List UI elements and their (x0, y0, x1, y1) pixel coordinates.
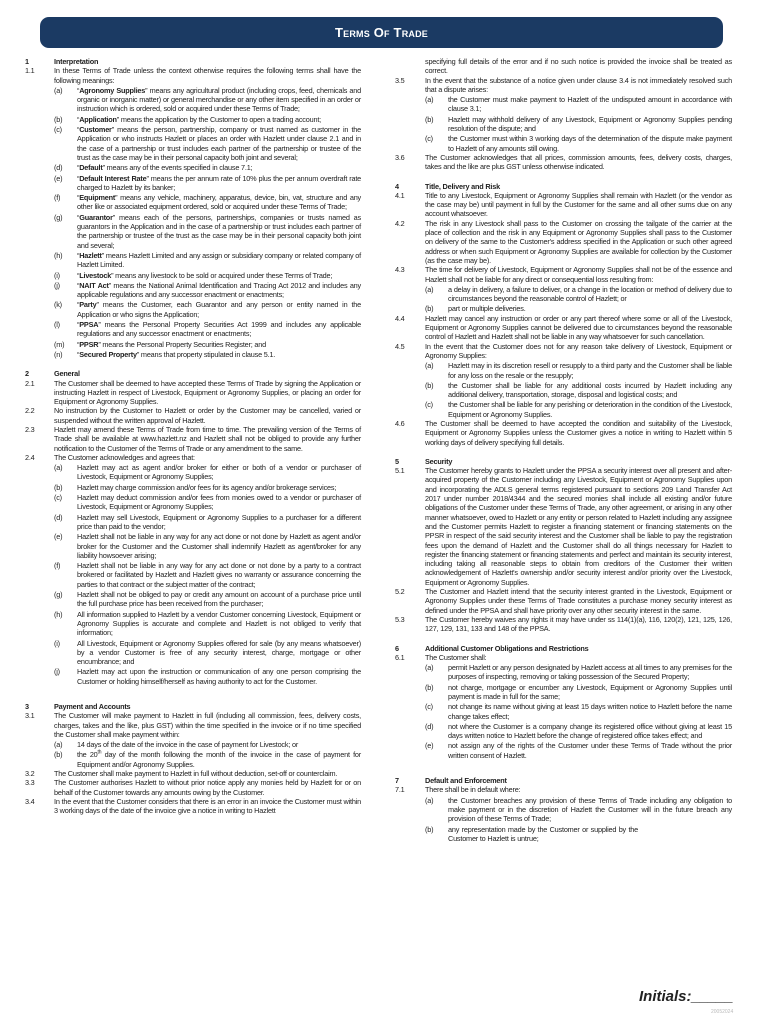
item-body: Hazlett may withhold delivery of any Livestock, Equipment or Agronomy Supplies pending resolution of the dispute; and (448, 114, 732, 134)
item-label: (a) (425, 284, 434, 294)
list-item (425, 285, 732, 304)
clause-continuation: specifying full details of the error and if no such notice is provided the invoice shall be treated as correct. (425, 57, 732, 76)
item-body: Hazlett may deduct commission and/or fees from monies owed to a vendor or purchaser of Livestock, Equipment or Agronomy Supplies; (77, 493, 361, 512)
item-text: “Livestock” means any livestock to be sold or acquired under these Terms of Trade; (77, 270, 333, 280)
section-number: 5 (395, 456, 399, 466)
item-body: the Customer shall be liable for any perishing or deterioration in the condition of the Livestock, Equipment or Agronomy Supplies. (448, 400, 732, 419)
item-text (448, 825, 638, 844)
clause-text: The Customer acknowledges that all prices, commission amounts, fees, delivery costs, charges, takes and the like are plus GST unless otherwise indicated. (425, 152, 732, 172)
defined-term: Party (79, 300, 97, 310)
clause-text: The Customer authorises Hazlett to without prior notice apply any monies held by Hazlett for or on behalf of the Customer towards any amounts owing by the Customer. (54, 778, 361, 797)
clause-text: The Customer hereby waives any rights it may have under ss 114(1)(a), 116, 120(2), 121, 125, 126, 127, 129, 131, 133 and 148 of the PPSA. (425, 614, 732, 634)
section-title: Additional Customer Obligations and Restrictions (425, 643, 589, 653)
defined-term: Default (79, 163, 103, 173)
clause-number: 2.4 (25, 452, 35, 462)
item-label: (j) (54, 280, 60, 290)
section-number: 2 (25, 369, 29, 379)
item-text (448, 663, 732, 682)
clause (395, 785, 732, 794)
clause-text: The Customer and Hazlett intend that the security interest granted in the Livestock, Equipment or Agronomy Supplies under these Terms of Trade constitutes a purchase money security interest as defined under the PPSA and shall have priority over any other security interest in the same. (425, 587, 732, 615)
item-body: means any agricultural product (including crops, feed, chemicals and organic or inorganic matter) or general merchandise or any other item specified in an order or instruction which is ordered, sold or acquired under these Terms of Trade; (77, 85, 361, 114)
list-item (54, 174, 361, 193)
section-title: Interpretation (54, 57, 99, 66)
item-label: (e) (54, 532, 63, 542)
list-item (54, 463, 361, 482)
list-item (54, 493, 361, 512)
item-text: “Application” means the application by the Customer to open a trading account; (77, 114, 321, 124)
item-body: All information supplied to Hazlett by a vendor Customer concerning Livestock, Equipment or Agronomy Supplies is accurate and complete and Hazlett is not obliged to verify that information; (77, 609, 361, 638)
defined-term: NAIT Act (79, 280, 109, 290)
clause (25, 711, 361, 739)
clause (395, 419, 732, 447)
item-label: (a) (54, 85, 63, 95)
section-title: Title, Delivery and Risk (425, 181, 500, 191)
item-text (77, 610, 361, 638)
section-heading (25, 702, 361, 711)
clause-number: 3.6 (395, 152, 405, 162)
list-item (54, 320, 361, 339)
clause-text: There shall be in default where: (425, 785, 521, 795)
initials-field: Initials:_____ (639, 988, 734, 1005)
right-column (395, 57, 732, 843)
item-label: (e) (425, 741, 434, 751)
section-heading (395, 182, 732, 191)
item-text (448, 683, 732, 702)
item-body: means the per annum rate of 10% plus the per annum overdraft rate charged to Hazlett by its banker; (77, 173, 362, 192)
item-label: (a) (54, 463, 63, 473)
item-label: (c) (425, 134, 433, 144)
clause-number: 1.1 (25, 66, 35, 76)
clause-text: The Customer acknowledges and agrees that: (54, 452, 195, 462)
item-text (77, 483, 361, 492)
item-body: permit Hazlett or any person designated by Hazlett access at all times to any premises for the purposes of inspecting, removing or taking possession of the Secured Property; (448, 663, 732, 682)
clause (25, 406, 361, 425)
list-item (54, 610, 361, 638)
section-number: 7 (395, 776, 399, 786)
item-body: All Livestock, Equipment or Agronomy Supplies offered for sale (by any means whatsoever) by a vendor Customer is free of any security interest, charge, mortgage or other encumbrance; and (77, 638, 361, 667)
item-label: (f) (54, 561, 61, 571)
item-text (77, 463, 361, 482)
item-body: means the Customer, each Guarantor and any person or entity named in the Application or who signs the Application; (77, 300, 361, 319)
section-title: Payment and Accounts (54, 702, 131, 711)
clause-number: 4.5 (395, 341, 405, 351)
clause-text: No instruction by the Customer to Hazlett or order by the Customer may be cancelled, varied or suspended without the written approval of Hazlett. (54, 406, 361, 425)
item-label: (c) (425, 702, 433, 712)
item-text: “Hazlett” means Hazlett Limited and any assign or subsidiary company or related company of Hazlett Limited. (77, 250, 361, 270)
item-label: (b) (54, 482, 63, 492)
clause (395, 76, 732, 95)
item-body: means the Personal Property Securities Register; and (100, 339, 266, 349)
list-item (425, 702, 732, 721)
section-number: 4 (395, 181, 399, 191)
item-label: (j) (54, 667, 60, 677)
clause-number: 4.6 (395, 418, 405, 428)
list-item (54, 115, 361, 124)
section-number: 1 (25, 57, 29, 66)
defined-term: Customer (79, 125, 112, 135)
list-item (54, 513, 361, 532)
item-body: means that property stipulated in clause 5.1. (139, 349, 276, 359)
clause-number: 2.2 (25, 406, 35, 416)
item-label: (i) (54, 270, 60, 280)
list-item (54, 639, 361, 667)
item-label: (a) (425, 663, 434, 673)
item-label: (g) (54, 590, 63, 600)
item-text-prefix: the 20 (77, 750, 98, 760)
defined-term: Hazlett (79, 250, 102, 260)
item-text (448, 285, 732, 304)
item-text (448, 361, 732, 380)
item-text: “NAIT Act” means the National Animal Identification and Tracing Act 2012 and includes any applicable regulations and any successor enactment or enactments; (77, 280, 361, 300)
list-item (425, 663, 732, 682)
section-title: Default and Enforcement (425, 776, 507, 786)
item-label: (b) (54, 750, 63, 760)
item-text (448, 134, 732, 153)
clause (25, 769, 361, 778)
item-label: (a) (425, 95, 434, 105)
item-body: Hazlett shall not be obliged to pay or credit any amount on account of a purchase price until the full purchase price has been received from the purchaser; (77, 590, 361, 609)
item-label: (e) (54, 173, 63, 183)
item-body: means the application by the Customer to open a trading account; (119, 114, 321, 124)
item-text (77, 740, 361, 749)
item-body: not change its name without giving at least 15 days written notice to Hazlett before the name change takes effect; (448, 702, 732, 721)
list-item (54, 340, 361, 349)
clause (395, 653, 732, 662)
item-body: not where the Customer is a company change its registered office without giving at least 15 days written notice to Hazlett before the change of registered office takes effect; and (448, 721, 732, 741)
page-header-banner (40, 17, 723, 48)
item-text: “Default” means any of the events specified in clause 7.1; (77, 163, 253, 173)
defined-term: Application (79, 114, 117, 124)
section-title: Security (425, 456, 453, 466)
item-body: means the person, partnership, company or trust named as customer in the Application or who instructs Hazlett or places an order with Hazlett under clause 2.1 and in the case of a partnership or trust includes each partner of the partnership or trustee of the trust as the case may be in their personal capacity both joint and several; (77, 125, 361, 162)
clause-text: The risk in any Livestock shall pass to the Customer on crossing the tailgate of the carrier at the place of collection and the risk in any Equipment or Agronomy Supplies shall pass to the Customer on delivery of the same to the Customer's address specified in the Application or such other agreed address or when such Equipment or Agronomy Supplies are available for collection by the Customer (as the case may be). (425, 218, 732, 265)
clause (25, 379, 361, 407)
clause-number: 5.1 (395, 466, 405, 476)
item-body: any representation made by the Customer or supplied by the Customer to Hazlett is untrue; (448, 824, 638, 843)
clause-number: 3.2 (25, 769, 35, 779)
list-item (54, 271, 361, 280)
defined-term: Equipment (79, 193, 116, 203)
clause-text: Hazlett may amend these Terms of Trade from time to time. The prevailing version of the Terms of Trade shall be available at www.hazlett.nz and Hazlett shall not be obliged to provide any further notification to the Customer of the Terms of Trade or any amendment to the same. (54, 424, 361, 453)
list-item (54, 532, 361, 560)
item-text: “Default Interest Rate” means the per annum rate of 10% plus the per annum overdraft rate charged to Hazlett by its banker; (77, 173, 362, 192)
document-version-code: 20052024 (711, 1009, 734, 1015)
clause-text: In the event that the Customer considers that there is an error in an invoice the Customer must within 3 working days of the date of the invoice give a notice in writing to Hazlett (54, 796, 361, 816)
clause (395, 587, 732, 615)
clause (395, 314, 732, 342)
clause-text: The Customer shall be deemed to have accepted the condition and suitability of the Livestock, Equipment or Agronomy Supplies unless the Customer gives a notice in writing to Hazlett within 5 working days of delivery specifying full details. (425, 418, 732, 447)
clause-text: In these Terms of Trade unless the context otherwise requires the following terms shall have the following meanings: (54, 66, 361, 85)
item-body: the Customer shall be liable for any additional costs incurred by Hazlett including any additional delivery, transportation, storage, disposal and logistical costs; and (448, 380, 732, 400)
section-heading (395, 644, 732, 653)
list-item (425, 134, 732, 153)
item-label: (h) (54, 609, 63, 619)
clause-text: The Customer shall make payment to Hazlett in full without deduction, set-off or counterclaim. (54, 769, 338, 779)
item-body: Hazlett may in its discretion resell or resupply to a third party and the Customer shall be liable for any loss on the resale or the resupply; (448, 361, 732, 380)
clause-number: 7.1 (395, 785, 405, 795)
clause (395, 615, 732, 634)
list-item (425, 381, 732, 400)
clause (395, 342, 732, 361)
item-body: 14 days of the date of the invoice in the case of payment for Livestock; or (77, 740, 299, 750)
clause (395, 153, 732, 172)
item-label: (m) (54, 339, 65, 349)
item-label: (d) (54, 512, 63, 522)
section-title: General (54, 369, 80, 379)
item-text: “Agronomy Supplies” means any agricultural product (including crops, feed, chemicals and organic or inorganic matter) or general merchandise or any other item specified in an order or instruction which is ordered, sold or acquired under these Terms of Trade; (77, 85, 361, 114)
item-body: means Hazlett Limited and any assign or subsidiary company or related company of Hazlett Limited. (77, 250, 361, 270)
section-heading (25, 57, 361, 66)
list-item (54, 561, 361, 589)
item-body: Hazlett may act upon the instruction or communication of any one person comprising the Customer or holding himself/herself as having authority to act for the Customer. (77, 667, 361, 686)
clause-text: In the event that the substance of a notice given under clause 3.4 is not immediately resolved such that a dispute arises: (425, 75, 732, 94)
item-label: (a) (425, 795, 434, 805)
list-item (425, 683, 732, 702)
clause (25, 425, 361, 453)
item-label: (b) (425, 114, 434, 124)
item-text: “Customer” means the person, partnership, company or trust named as customer in the Application or who instructs Hazlett or places an order with Hazlett under clause 2.1 and in the case of a partnership or trust includes each partner of the partnership or trustee of the trust as the case may be in their personal capacity both joint and several; (77, 125, 361, 162)
ordinal-suffix: th (97, 750, 102, 757)
item-text (77, 750, 361, 769)
item-body: Hazlett shall not be liable in any way for any act done or not done by Hazlett as agent and/or broker for the Customer and the Customer shall indemnify Hazlett as agent/broker for any liability howsoever arising; (77, 532, 361, 560)
clause (25, 797, 361, 816)
item-text (77, 667, 361, 686)
clause-text: Hazlett may cancel any instruction or order or any part thereof where some or all of the Livestock, Equipment or Agronomy Supplies cannot be delivered due to circumstances beyond the reasonable control of Hazlett and Hazlett shall not be liable in any way whatsoever for such cancellation. (425, 313, 732, 342)
clause (395, 466, 732, 587)
item-body: part or multiple deliveries. (448, 304, 526, 314)
item-label: (c) (54, 493, 62, 503)
clause-number: 3.5 (395, 75, 405, 85)
list-item (54, 350, 361, 359)
item-body: Hazlett may sell Livestock, Equipment or Agronomy Supplies to a purchaser for a different price than paid to the vendor; (77, 512, 361, 531)
defined-term: Default Interest Rate (79, 173, 147, 183)
defined-term: PPSA (79, 320, 99, 330)
section-number: 6 (395, 643, 399, 653)
item-body: means the Personal Property Securities Act 1999 and includes any applicable regulations and any successor enactment or enactments; (77, 320, 361, 339)
item-label: (b) (54, 114, 63, 124)
list-item (54, 483, 361, 492)
list-item (425, 825, 732, 844)
item-body: Hazlett shall not be liable in any way for any act done or not done by a party to a contract brokered or facilitated by Hazlett and Hazlett gives no warranty or assurance concerning the parties to that contract or the subject matter of the contract; (77, 561, 361, 589)
list-item (54, 300, 361, 319)
item-text (77, 639, 361, 667)
defined-term: PPSR (79, 339, 99, 349)
item-text (448, 115, 732, 134)
item-text (77, 590, 361, 609)
clause-number: 2.1 (25, 378, 35, 388)
list-item (54, 125, 361, 162)
item-body: a delay in delivery, a failure to deliver, or a change in the location or method of delivery due to circumstances beyond the reasonable control of Hazlett; or (448, 284, 732, 304)
list-item (425, 95, 732, 114)
item-label: (a) (425, 361, 434, 371)
item-label: (d) (54, 163, 63, 173)
item-body: means the National Animal Identification and Tracing Act 2012 and includes any applicable regulations and any successor enactment or enactments; (77, 280, 361, 300)
item-label: (c) (425, 400, 433, 410)
item-text (448, 95, 732, 114)
clause (395, 265, 732, 284)
item-label: (d) (425, 721, 434, 731)
clause-text: The Customer will make payment to Hazlett in full (including all commission, fees, delivery costs, charges, takes and the like, plus GST) within the time specified in the invoice or if no time specified the Customer shall make payment within: (54, 711, 361, 739)
item-body: Hazlett may charge commission and/or fees for its agency and/or brokerage services; (77, 482, 337, 492)
list-item (425, 400, 732, 419)
defined-term: Agronomy Supplies (79, 85, 146, 95)
item-label: (f) (54, 193, 61, 203)
item-label: (b) (425, 824, 434, 834)
item-body: means any vehicle, machinery, apparatus, device, bin, vat, structure and any other like or associated equipment ordered, sold or acquired under these Terms of Trade; (77, 193, 361, 212)
clause-number: 6.1 (395, 652, 405, 662)
item-body: not assign any of the rights of the Customer under these Terms of Trade without the prior written consent of Hazlett. (448, 741, 732, 760)
item-label: (i) (54, 638, 60, 648)
clause (25, 66, 361, 85)
list-item (54, 740, 361, 749)
list-item (425, 796, 732, 824)
clause-number: 4.1 (395, 190, 405, 200)
list-item (54, 251, 361, 270)
defined-term: Livestock (79, 270, 112, 280)
item-label: (k) (54, 300, 62, 310)
item-text: “PPSA” means the Personal Property Securities Act 1999 and includes any applicable regulations and any successor enactment or enactments; (77, 320, 361, 339)
section-heading (395, 776, 732, 785)
clause-number: 3.3 (25, 778, 35, 788)
item-body: the Customer must within 3 working days of the determination of the dispute make payment to Hazlett of any amounts still owing. (448, 134, 732, 153)
clause-number: 3.4 (25, 796, 35, 806)
clause-text: In the event that the Customer does not for any reason take delivery of Livestock, Equipment or Agronomy Supplies: (425, 341, 732, 360)
list-item (54, 86, 361, 114)
clause-text: The Customer hereby grants to Hazlett under the PPSA a security interest over all present and after-acquired property of the Customer including any Livestock, Equipment or Agronomy Supplies upon and incorporating the ADLS general terms registered pursuant to sections 209 Land Transfer Act 2017 under number 2018/4344 and the secured monies shall include all existing and/or future obligations of the Customer under these Terms of Trade, any other agreement, or arising in any other manner whatsoever, owed to Hazlett or any entity or person related to Hazlett including any assignee and the Customer permits Hazlett to register a financing statement or financing statements on the PPSR in respect of the said security interest and the Customer shall be liable to pay the registration fees upon the demand of Hazlett and the Customer shall do all things necessary for Hazlett to register the financing statement or financing statements and perfect and maintain its security interest, including taking all reasonable steps to obtain from creditors of the Customer their written acknowledgement of Hazlett's ownership and/or security interest and/or priority over the Livestock, Equipment or Agronomy Supplies. (425, 466, 732, 587)
list-item (425, 304, 732, 313)
item-body: means each of the persons, partnerships, companies or trusts named as guarantors in the Application and in the case of a partnership or trust includes each partner of the partnership or trustee of the trust as the case may be in their personal capacity both joint and several; (77, 212, 361, 250)
item-text (448, 722, 732, 741)
item-text (448, 400, 732, 419)
list-item (54, 163, 361, 172)
left-column (25, 57, 361, 816)
clause-number: 3.1 (25, 711, 35, 721)
clause-number: 4.3 (395, 265, 405, 275)
item-text (448, 796, 732, 824)
item-label: (a) (54, 740, 63, 750)
list-item (54, 590, 361, 609)
list-item (425, 741, 732, 760)
clause-number: 2.3 (25, 424, 35, 434)
item-text (77, 532, 361, 560)
clause-number: 5.3 (395, 614, 405, 624)
item-text: “PPSR” means the Personal Property Securities Register; and (77, 339, 266, 349)
clause (25, 453, 361, 462)
item-body: day of the month following the month of the invoice in the case of payment for Equipment and/or Agronomy Supplies. (77, 750, 361, 769)
list-item (54, 213, 361, 250)
item-text (77, 493, 361, 512)
list-item (54, 193, 361, 212)
item-label: (b) (425, 304, 434, 314)
clause-number: 4.2 (395, 218, 405, 228)
defined-term: Guarantor (79, 212, 113, 222)
clause-number: 5.2 (395, 587, 405, 597)
clause-text: The Customer shall be deemed to have accepted these Terms of Trade by signing the Application or instructing Hazlett in respect of Livestock, Equipment or Agronomy Supplies, or placing an order for Equipment or Agronomy Supplies. (54, 378, 361, 407)
item-text (448, 702, 732, 721)
list-item (425, 361, 732, 380)
defined-term: Secured Property (79, 349, 137, 359)
item-text (77, 561, 361, 589)
item-text: “Equipment” means any vehicle, machinery, apparatus, device, bin, vat, structure and any other like or associated equipment ordered, sold or acquired under these Terms of Trade; (77, 193, 361, 212)
clause (395, 219, 732, 265)
clause (25, 778, 361, 797)
list-item (54, 750, 361, 769)
item-body: the Customer breaches any provision of these Terms of Trade including any obligation to make payment or in the discretion of Hazlett the Customer will in the future breach any provision of these Terms of Trade; (448, 795, 732, 824)
item-text: “Secured Property” means that property stipulated in clause 5.1. (77, 349, 276, 359)
clause-text: The Customer shall: (425, 652, 487, 662)
item-body: means any livestock to be sold or acquired under these Terms of Trade; (113, 270, 333, 280)
item-label: (g) (54, 212, 63, 222)
clause (395, 191, 732, 219)
section-heading (25, 369, 361, 378)
item-text (448, 741, 732, 760)
section-heading (395, 457, 732, 466)
list-item (54, 667, 361, 686)
clause-text: The time for delivery of Livestock, Equipment or Agronomy Supplies shall not be of the essence and Hazlett shall not be liable for any direct or consequential loss resulting from: (425, 265, 732, 284)
item-label: (l) (54, 320, 60, 330)
page-title: Terms Of Trade (334, 25, 429, 40)
item-text (448, 381, 732, 400)
item-body: Hazlett may act as agent and/or broker for either or both of a vendor or purchaser of Livestock, Equipment or Agronomy Supplies; (77, 463, 361, 482)
item-label: (n) (54, 349, 63, 359)
list-item (425, 722, 732, 741)
item-body: the Customer must make payment to Hazlett of the undisputed amount in accordance with clause 3.1; (448, 95, 732, 114)
item-label: (h) (54, 250, 63, 260)
item-text (77, 513, 361, 532)
item-text: “Guarantor” means each of the persons, partnerships, companies or trusts named as guarantors in the Application and in the case of a partnership or trust includes each partner of the partnership or trustee of the trust as the case may be in their personal capacity both joint and several; (77, 212, 361, 250)
item-label: (c) (54, 125, 62, 135)
item-body: not charge, mortgage or encumber any Livestock, Equipment or Agronomy Supplies until payment is made in full for the same; (448, 682, 732, 701)
list-item (54, 281, 361, 300)
item-label: (b) (425, 380, 434, 390)
item-text (448, 304, 732, 313)
item-text: “Party” means the Customer, each Guarantor and any person or entity named in the Application or who signs the Application; (77, 300, 361, 319)
list-item (425, 115, 732, 134)
clause-text: Title to any Livestock, Equipment or Agronomy Supplies shall remain with Hazlett (or the vendor as the case may be) until payment in full by the Customer for the same and all other sums due on any account whatsoever. (425, 190, 732, 219)
section-number: 3 (25, 702, 29, 711)
item-label: (b) (425, 682, 434, 692)
clause-number: 4.4 (395, 313, 405, 323)
item-body: means any of the events specified in clause 7.1; (104, 163, 253, 173)
